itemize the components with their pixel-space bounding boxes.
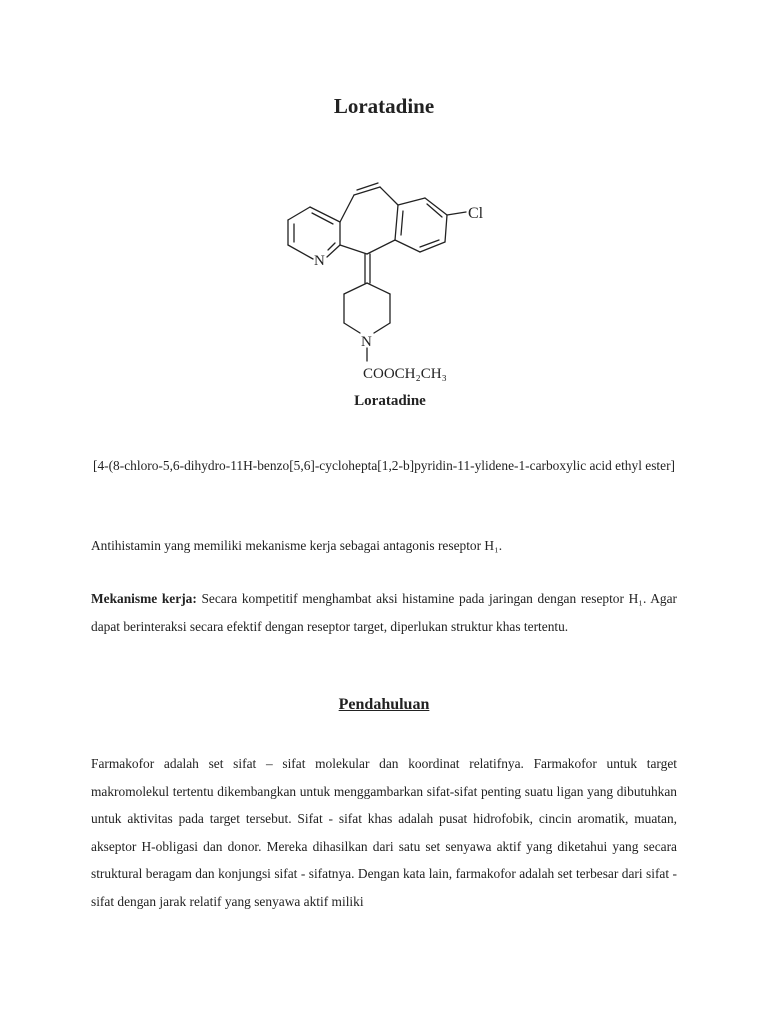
bond-double xyxy=(401,211,403,235)
structure-diagram xyxy=(270,170,500,415)
bond xyxy=(367,283,390,294)
iupac-name: [4-(8-chloro-5,6-dihydro-11H-benzo[5,6]-cyclohepta[1,2-b]pyridin-11-ylidene-1-carboxylic acid ethyl ester] xyxy=(92,458,675,473)
mechanism-paragraph xyxy=(91,585,677,640)
mechanism-text: Secara kompetitif menghambat aksi histamine pada jaringan dengan reseptor H₁. Agar dapat berinteraksi secara efektif dengan reseptor target, diperlukan struktur khas tertentu. xyxy=(91,591,677,634)
atom-n-piperidine: N xyxy=(361,334,372,350)
bond-double xyxy=(328,243,335,250)
section-paragraph: Farmakofor adalah set sifat – sifat molekular dan koordinat relatifnya. Farmakofor untuk target makromolekul tertentu dikembangkan untuk menggambarkan sifat-sifat penting suatu ligan yang dibutuhkan untuk aktivitas pada target tersebut. Sifat - sifat khas adalah pusat hidrofobik, cincin aromatik, muatan, akseptor H-obligasi dan donor. Mereka dihasilkan dari satu set senyawa aktif yang diketahui yang secara struktural beragam dan konjungsi sifat - sifatnya. Dengan kata lain, farmakofor adalah set terbesar dari sifat - sifat dengan jarak relatif yang senyawa aktif miliki xyxy=(91,756,677,909)
bond xyxy=(447,212,466,215)
atom-cl: Cl xyxy=(468,205,484,222)
bond xyxy=(395,205,398,240)
page-title: Loratadine xyxy=(333,94,435,118)
bond xyxy=(398,198,425,205)
bond-double xyxy=(312,213,333,224)
bond xyxy=(344,323,360,333)
section-heading: Pendahuluan xyxy=(338,696,430,713)
bond xyxy=(344,283,367,294)
bond xyxy=(445,215,447,242)
bond xyxy=(354,187,380,195)
bond xyxy=(288,207,310,220)
bond xyxy=(327,245,340,257)
atom-n-pyridine: N xyxy=(314,253,325,269)
bond xyxy=(367,240,395,254)
bond xyxy=(420,242,445,252)
bond xyxy=(340,245,367,254)
bond xyxy=(380,187,398,205)
structure-caption: Loratadine xyxy=(354,393,426,409)
loratadine-structure xyxy=(270,170,500,415)
bond xyxy=(288,245,313,259)
bond xyxy=(395,240,420,252)
bond xyxy=(340,195,354,222)
intro-paragraph: Antihistamin yang memiliki mekanisme kerja sebagai antagonis reseptor H₁. xyxy=(91,538,503,553)
mechanism-label: Mekanisme kerja: xyxy=(91,591,197,606)
ester-group: COOCH₂CH₃ xyxy=(363,366,447,382)
bond xyxy=(374,323,390,333)
